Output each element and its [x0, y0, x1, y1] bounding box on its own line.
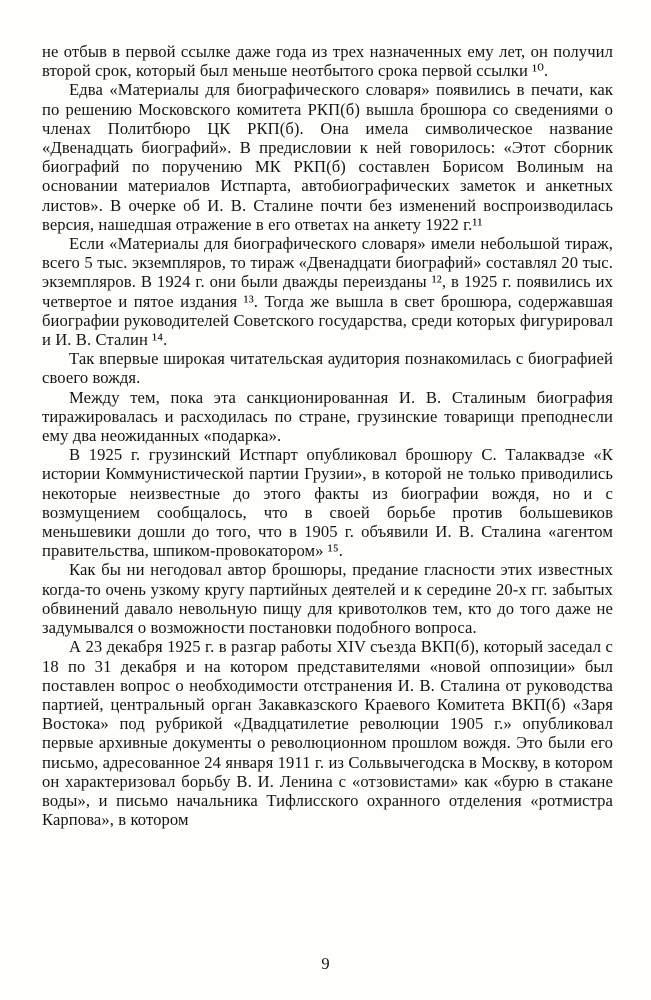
paragraph: А 23 декабря 1925 г. в разгар работы XIV съезда ВКП(б), который заседал с 18 по 31 декабря и на котором представителями «новой оппозиции» был поставлен вопрос о необходимости отстранения И. В. Сталина от руководства партией, центральный орган Закавказского Краевого Комитета ВКП(б) «Заря Востока» под рубрикой «Двадцатилетие революции 1905 г.» опубликовал первые архивные документы о революционном прошлом вождя. Это были его письмо, адресованное 24 января 1911 г. из Сольвычегодска в Москву, в котором он характеризовал борьбу В. И. Ленина с «отзовистами» как «бурю в стакане воды», и письмо начальника Тифлисского охранного отделения «ротмистра Карпова», в котором: [42, 637, 613, 830]
paragraph: В 1925 г. грузинский Истпарт опубликовал брошюру С. Талаквадзе «К истории Коммунистической партии Грузии», в которой не только приводились некоторые неизвестные до этого факты из биографии вождя, но и с возмущением сообщалось, что в своей борьбе против большевиков меньшевики дошли до того, что в 1905 г. объявили И. В. Сталина «агентом правительства, шпиком-провокатором» ¹⁵.: [42, 445, 613, 561]
paragraph: Так впервые широкая читательская аудитория познакомилась с биографией своего вождя.: [42, 349, 613, 388]
paragraph: Между тем, пока эта санкционированная И. В. Сталиным биография тиражировалась и расходилась по стране, грузинские товарищи преподнесли ему два неожиданных «подарка».: [42, 387, 613, 446]
paragraph: Едва «Материалы для биографического словаря» появились в печати, как по решению Московского комитета РКП(б) вышла брошюра со сведениями о членах Политбюро ЦК РКП(б). Она имела символическое название «Двенадцать биографий». В предисловии к ней говорилось: «Этот сборник биографий по поручению МК РКП(б) составлен Борисом Волиным на основании материалов Истпарта, автобиографических заметок и анкетных листов». В очерке об И. В. Сталине почти без изменений воспроизводилась версия, нашедшая отражение в его ответах на анкету 1922 г.¹¹: [42, 80, 613, 234]
page-number: 9: [321, 954, 330, 973]
page-body: [42, 42, 613, 829]
paragraph: не отбыв в первой ссылке даже года из трех назначенных ему лет, он получил второй срок, который был меньше неотбытого срока первой ссылки ¹⁰.: [42, 42, 613, 81]
paragraph: Если «Материалы для биографического словаря» имели небольшой тираж, всего 5 тыс. экземпляров, то тираж «Двенадцати биографий» составлял 20 тыс. экземпляров. В 1924 г. они были дважды переизданы ¹², в 1925 г. появились их четвертое и пятое издания ¹³. Тогда же вышла в свет брошюра, содержавшая биографии руководителей Советского государства, среди которых фигурировал и И. В. Сталин ¹⁴.: [42, 234, 613, 350]
paragraph: Как бы ни негодовал автор брошюры, предание гласности этих известных когда-то очень узкому кругу партийных деятелей и к середине 20-х гг. забытых обвинений давало невольную пищу для кривотолков тем, кто до того даже не задумывался о возможности постановки подобного вопроса.: [42, 560, 613, 638]
